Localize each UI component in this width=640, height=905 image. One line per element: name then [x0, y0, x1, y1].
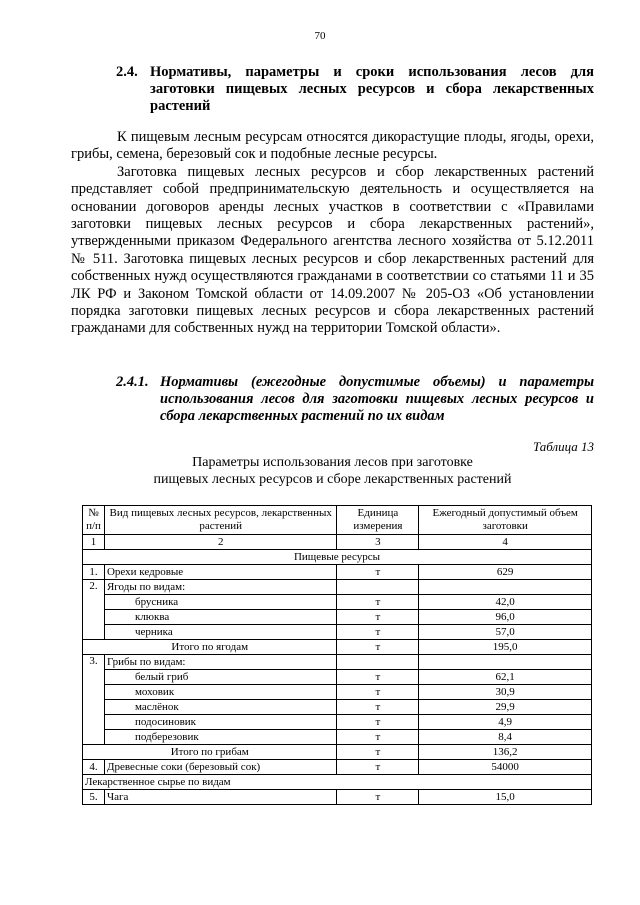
- table-row: [83, 625, 592, 640]
- section-row: [83, 775, 592, 790]
- table-cell: Чага: [104, 790, 337, 805]
- table-cell: т: [337, 565, 419, 580]
- subsection-number: 2.4.1.: [116, 374, 149, 390]
- table-cell: Итого по грибам: [83, 745, 337, 760]
- table-cell: т: [337, 595, 419, 610]
- table-row: [83, 670, 592, 685]
- table-cell: подосиновик: [104, 715, 337, 730]
- table-cell: 30,9: [419, 685, 592, 700]
- section-row-label: Лекарственное сырье по видам: [83, 775, 592, 790]
- table-cell: 5.: [83, 790, 105, 805]
- table-cell: 4.: [83, 760, 105, 775]
- table-row: [83, 685, 592, 700]
- table-cell: подберезовик: [104, 730, 337, 745]
- table-cell: 96,0: [419, 610, 592, 625]
- table-cell: 4,9: [419, 715, 592, 730]
- table-row: [83, 595, 592, 610]
- body-text: [71, 129, 594, 338]
- subsection-title: Нормативы (ежегодные допустимые объемы) и параметры использования лесов для заготовки пищевых лесных ресурсов и сбора лекарственных растений по их видам: [160, 374, 594, 424]
- table-cell: 54000: [419, 760, 592, 775]
- table-cell: 136,2: [419, 745, 592, 760]
- table-cell: [419, 580, 592, 595]
- table-row: [83, 655, 592, 670]
- header-num: № п/п: [83, 506, 105, 535]
- table-cell: т: [337, 625, 419, 640]
- parameters-table: [82, 505, 592, 805]
- header-type: Вид пищевых лесных ресурсов, лекарственных растений: [104, 506, 337, 535]
- section-heading: [116, 64, 594, 115]
- table-cell: 57,0: [419, 625, 592, 640]
- table-cell: 1.: [83, 565, 105, 580]
- section-row: [83, 550, 592, 565]
- table-cell: т: [337, 715, 419, 730]
- header-volume: Ежегодный допустимый объем заготовки: [419, 506, 592, 535]
- table-label: Таблица 13: [532, 439, 594, 454]
- table-title-line: пищевых лесных ресурсов и сборе лекарственных растений: [153, 472, 512, 487]
- table-row: [83, 715, 592, 730]
- table-cell: [337, 655, 419, 670]
- table-cell: белый гриб: [104, 670, 337, 685]
- table-cell: Итого по ягодам: [83, 640, 337, 655]
- header-unit: Единица измерения: [337, 506, 419, 535]
- table-cell: Ягоды по видам:: [104, 580, 337, 595]
- table-row: [83, 565, 592, 580]
- table-cell: [337, 580, 419, 595]
- table-total-row: [83, 640, 592, 655]
- subsection-heading: [116, 374, 594, 425]
- table-row: [83, 760, 592, 775]
- table-header-row: [83, 506, 592, 535]
- table-cell: маслёнок: [104, 700, 337, 715]
- table-cell: т: [337, 685, 419, 700]
- table-cell: 8,4: [419, 730, 592, 745]
- table-cell: Орехи кедровые: [104, 565, 337, 580]
- table-cell: 29,9: [419, 700, 592, 715]
- table-cell: 2: [104, 535, 337, 550]
- table-cell: 42,0: [419, 595, 592, 610]
- table-cell: черника: [104, 625, 337, 640]
- table-cell: 3.: [83, 655, 105, 745]
- section-number: 2.4.: [116, 64, 138, 80]
- table-cell: т: [337, 670, 419, 685]
- table-cell: т: [337, 640, 419, 655]
- table-cell: брусника: [104, 595, 337, 610]
- table-cell: 4: [419, 535, 592, 550]
- table-title-line: Параметры использования лесов при заготовке: [192, 455, 473, 470]
- table-cell: т: [337, 730, 419, 745]
- table-cell: 62,1: [419, 670, 592, 685]
- table-row: [83, 790, 592, 805]
- table-cell: 3: [337, 535, 419, 550]
- table-cell: т: [337, 610, 419, 625]
- table-cell: 195,0: [419, 640, 592, 655]
- table-cell: т: [337, 700, 419, 715]
- table-cell: моховик: [104, 685, 337, 700]
- table-cell: т: [337, 760, 419, 775]
- table-row: [83, 730, 592, 745]
- section-row-label: Пищевые ресурсы: [83, 550, 592, 565]
- table-row: [83, 700, 592, 715]
- table-cell: т: [337, 745, 419, 760]
- table-cell: 15,0: [419, 790, 592, 805]
- table-row: [83, 580, 592, 595]
- table-title: [71, 454, 594, 488]
- table-cell: 1: [83, 535, 105, 550]
- page-number: 70: [314, 30, 326, 42]
- paragraph: К пищевым лесным ресурсам относятся дикорастущие плоды, ягоды, орехи, грибы, семена, березовый сок и подобные лесные ресурсы.: [71, 129, 594, 163]
- column-number-row: [83, 535, 592, 550]
- table-cell: клюква: [104, 610, 337, 625]
- table-cell: Грибы по видам:: [104, 655, 337, 670]
- table-cell: 2.: [83, 580, 105, 640]
- section-title: Нормативы, параметры и сроки использования лесов для заготовки пищевых лесных ресурсов и сбора лекарственных растений: [150, 64, 594, 114]
- table-cell: т: [337, 790, 419, 805]
- table-total-row: [83, 745, 592, 760]
- paragraph: Заготовка пищевых лесных ресурсов и сбор лекарственных растений представляет собой предпринимательскую деятельность и осуществляется на основании договоров аренды лесных участков в соответствии с «Правилами заготовки пищевых лесных ресурсов и сбора лекарственных растений», утвержденными приказом Федерального агентства лесного хозяйства от 5.12.2011 № 511. Заготовка пищевых лесных ресурсов и сбор лекарственных растений для собственных нужд осуществляются гражданами в соответствии со статьями 11 и 35 ЛК РФ и Законом Томской области от 14.09.2007 № 205-ОЗ «Об установлении порядка заготовки пищевых лесных ресурсов и сбора лекарственных растений гражданами для собственных нужд на территории Томской области».: [71, 163, 594, 337]
- table-cell: 629: [419, 565, 592, 580]
- table-row: [83, 610, 592, 625]
- table-cell: [419, 655, 592, 670]
- table-cell: Древесные соки (березовый сок): [104, 760, 337, 775]
